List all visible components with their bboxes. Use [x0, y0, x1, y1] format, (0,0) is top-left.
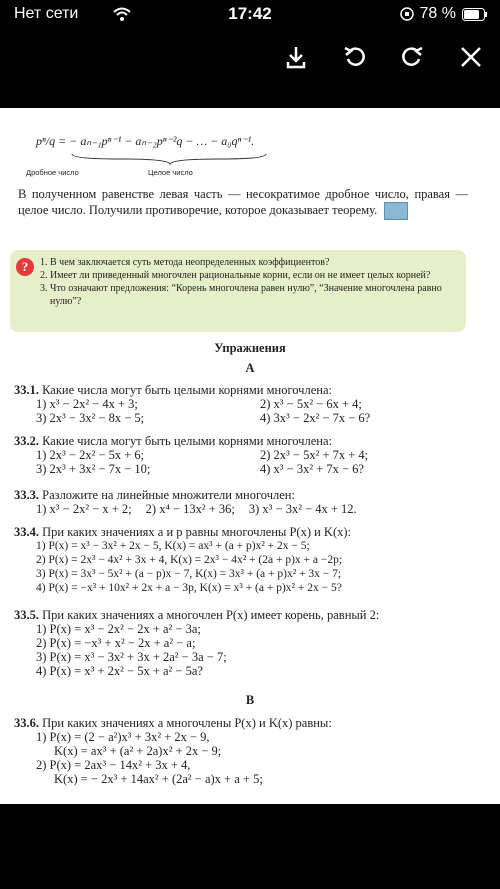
download-icon[interactable] [281, 42, 311, 72]
clock: 17:42 [228, 4, 272, 23]
brace-icon [70, 152, 270, 166]
question-icon: ? [16, 258, 34, 276]
exercise-33-5: 33.5. При каких значениях a многочлен P(x) имеет корень, равный 2: 1) P(x) = x³ − 2x² − 2x + a² − 3a; 2) P(x) = −x³ + x² − 2x + a² − a; 3) P(x) = x³ − 3x² + 3x + 2a² − 3a − 7; 4) P(x) = x³ + 2x² − 5x + a² − 5a? [14, 608, 380, 678]
formula-expression: = − aₙ₋₁pⁿ⁻¹ − aₙ₋₂pⁿ⁻²q − … − a₀qⁿ⁻¹. [58, 134, 255, 148]
questions-box [10, 250, 466, 332]
network-status: Нет сети [14, 5, 79, 22]
formula-fraction: pⁿ/q [36, 134, 56, 148]
label-integer: Целое число [148, 168, 193, 177]
image-viewer-toolbar [0, 30, 500, 82]
exercise-33-6: 33.6. При каких значениях a многочлены P(x) и K(x) равны: 1) P(x) = (2 − a²)x³ + 3x² + 2x − 9, K(x) = ax³ + (a² + 2a)x² + 2x − 9; 2) P(x) = 2ax³ − 14x² + 3x + 4, K(x) = − 2x³ + 14ax² + (2a² − a)x + a + 5; [14, 716, 332, 786]
exercise-33-4: 33.4. При каких значениях a и p равны многочлены P(x) и K(x): 1) P(x) = x³ − 3x² + 2x − 5, K(x) = ax³ + (a + p)x² + 2x − 5; 2) P(x) = 2x³ − 4x² + 3x + 4, K(x) = 2x³ − 4x² + (2a + p)x + a −2p; 3) P(x) = 3x³ − 5x² + (a − p)x − 7, K(x) = 3x³ + (a + p)x² + 3x − 7; 4) P(x) = −x³ + 10x² + 2x + a − 3p, K(x) = x³ + (a + p)x² + 2x − 5? [14, 525, 351, 594]
exercise-33-3: 33.3. Разложите на линейные множители многочлен: 1) x³ − 2x² − x + 2; 2) x⁴ − 13x² + 36; 3) x³ − 3x² − 4x + 12. [14, 488, 357, 516]
battery-icon [462, 8, 488, 21]
orientation-lock-icon [400, 7, 414, 21]
formula [36, 134, 254, 149]
section-a: А [245, 361, 255, 375]
battery-percent: 78 % [419, 5, 456, 22]
end-of-proof-icon [384, 202, 408, 220]
question-3: 3. Что означают предложения: “Корень многочлена равен нулю”, “Значение многочлена равно нулю”? [50, 282, 456, 308]
question-1: 1. В чем заключается суть метода неопределенных коэффициентов? [50, 256, 456, 269]
status-bar [0, 0, 500, 30]
rotate-left-icon[interactable] [340, 42, 370, 72]
exercises-title: Упражнения [214, 341, 286, 355]
label-fraction: Дробное число [26, 168, 79, 177]
section-b: В [245, 693, 255, 707]
question-2: 2. Имеет ли приведенный многочлен рациональные корни, если он не имеет целых корней? [50, 269, 456, 282]
exercise-33-2: 33.2. Какие числа могут быть целыми корнями многочлена: 1) 2x³ − 2x² − 5x + 6; 2) 2x³ − 5x² + 7x + 4; 3) 2x³ + 3x² − 7x − 10; 4) x³ − 3x² + 7x − 6? [14, 434, 369, 476]
close-icon[interactable] [456, 42, 486, 72]
proof-conclusion: В полученном равенстве левая часть — несократимое дробное число, правая — целое число. Получили противоречие, которое доказывает теорему. [18, 186, 468, 220]
rotate-right-icon[interactable] [397, 42, 427, 72]
document-image [0, 108, 500, 804]
exercise-33-1: 33.1. Какие числа могут быть целыми корнями многочлена: 1) x³ − 2x² − 4x + 3; 2) x³ − 5x² − 6x + 4; 3) 2x³ − 3x² − 8x − 5; 4) 3x³ − 2x² − 7x − 6? [14, 383, 371, 425]
